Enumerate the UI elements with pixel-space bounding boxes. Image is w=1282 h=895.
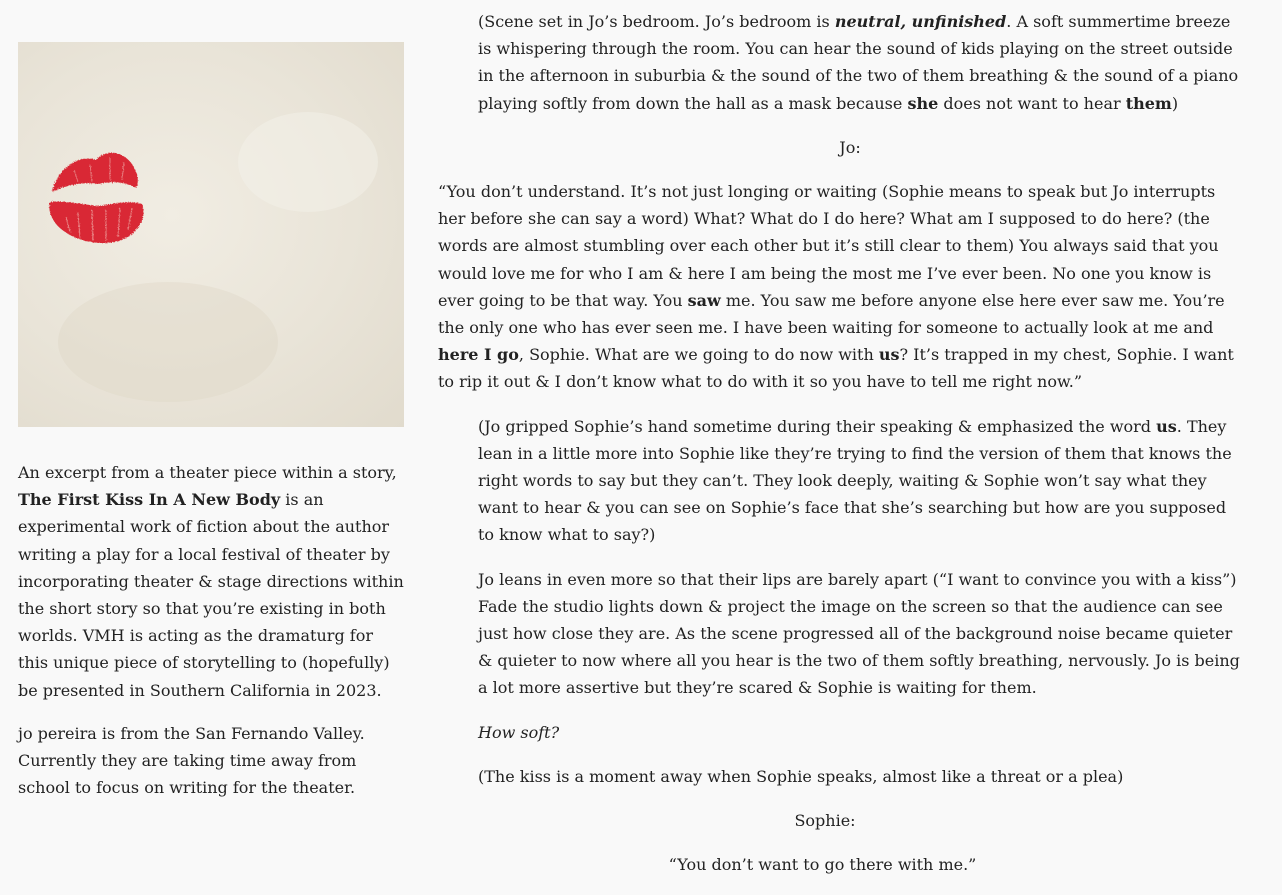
emphasis-she: she bbox=[907, 93, 939, 113]
lipstick-kiss-image bbox=[18, 42, 404, 427]
emphasis-them: them bbox=[1125, 93, 1172, 113]
dialogue-sophie: “You don’t want to go there with me.” bbox=[668, 855, 977, 875]
speaker-label-sophie: Sophie: bbox=[794, 811, 856, 831]
bio-section bbox=[18, 459, 408, 817]
dialogue-jo: “You don’t understand. It’s not just longing or waiting (Sophie means to speak but Jo interrupts her before she can say a word) What? What do I do here? What am I supposed to do here? (the words are almost stumbling over each other but it’s still clear to them) You always said that you would love me for who I am & here I am being the most me I’ve ever been. No one you know is ever going to be that way. You saw me. You saw me before anyone else here ever saw me. You’re the only one who has ever seen me. I have been waiting for someone to actually look at me and here I go, Sophie. What are we going to do now with us? It’s trapped in my chest, Sophie. I want to rip it out & I don’t know what to do with it so you have to tell me right now.” bbox=[438, 182, 1234, 392]
bio-paragraph-author: jo pereira is from the San Fernando Valley. Currently they are taking time away from school to focus on writing for the theater. bbox=[18, 723, 365, 798]
speaker-label-jo: Jo: bbox=[839, 137, 861, 157]
emphasis-us: us bbox=[878, 345, 900, 365]
stage-direction-hand: (Jo gripped Sophie’s hand sometime during their speaking & emphasized the word us. They lean in a little more into Sophie like they’re trying to find the version of them that knows the right words to say but they can’t. They look deeply, waiting & Sophie won’t say what they want to hear & you can see on Sophie’s face that she’s searching but how are you supposed to know what to say?) bbox=[478, 416, 1232, 545]
stage-direction-kiss: (The kiss is a moment away when Sophie speaks, almost like a threat or a plea) bbox=[478, 766, 1124, 786]
emphasis-neutral-unfinished: neutral, unfinished bbox=[834, 12, 1007, 31]
stage-direction-lean: Jo leans in even more so that their lips are barely apart (“I want to convince you with a kiss”) Fade the studio lights down & project the image on the screen so that the audience can see just how close they are. As the scene progressed all of the background noise became quieter & quieter to now where all you hear is the two of them softly breathing, nervously. Jo is being a lot more assertive but they’re scared & Sophie is waiting for them. bbox=[478, 569, 1240, 698]
kiss-mark-illustration bbox=[18, 42, 404, 427]
stage-direction-scene: (Scene set in Jo’s bedroom. Jo’s bedroom is neutral, unfinished. A soft summertime breeze is whispering through the room. You can hear the sound of kids playing on the street outside in the afternoon in suburbia & the sound of the two of them breathing & the sound of a piano playing softly from down the hall as a mask because she does not want to hear them) bbox=[478, 12, 1239, 113]
emphasis-us-direction: us bbox=[1156, 416, 1177, 436]
bio-description-text: is an experimental work of fiction about the author writing a play for a local festival of theater by incorporating theater & stage directions within the short story so that you’re existing in both worlds. VMH is acting as the dramaturg for this unique piece of storytelling to (hopefully) be presented in Southern California in 2023. bbox=[18, 490, 404, 700]
script-excerpt bbox=[438, 8, 1242, 895]
work-title: The First Kiss In A New Body bbox=[18, 490, 281, 510]
bio-intro-text: An excerpt from a theater piece within a story, bbox=[18, 463, 397, 482]
emphasis-saw: saw bbox=[687, 290, 721, 310]
how-soft-line: How soft? bbox=[478, 722, 560, 742]
emphasis-here-i-go: here I go bbox=[438, 345, 519, 365]
bio-paragraph-intro bbox=[18, 459, 408, 704]
